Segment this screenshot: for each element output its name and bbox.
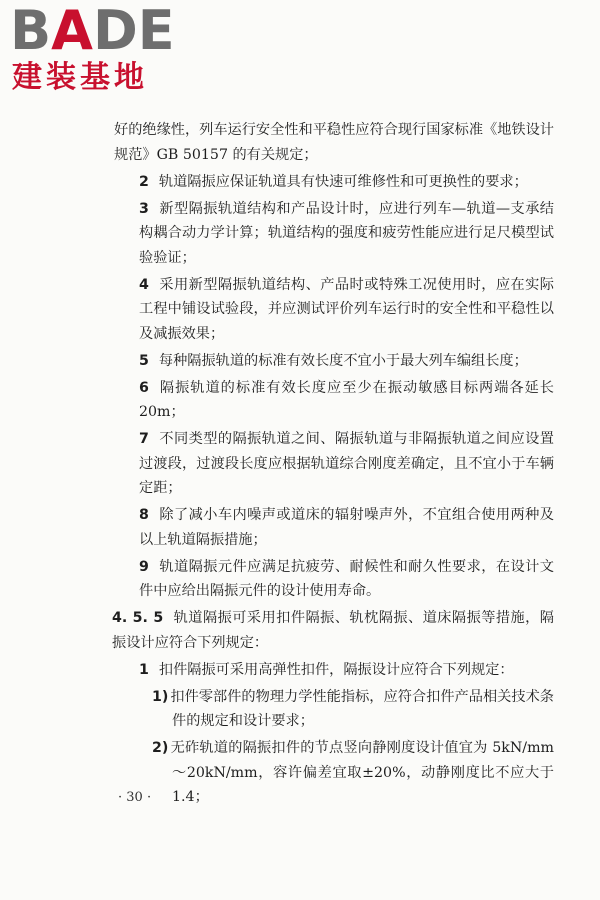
list-item: 9 轨道隔振元件应满足抗疲劳、耐候性和耐久性要求，在设计文件中应给出隔振元件的设计使用寿命。 — [139, 558, 554, 599]
list-item: 6 隔振轨道的标准有效长度应至少在振动敏感目标两端各延长 20m； — [139, 379, 554, 420]
page-number: · 30 · — [118, 790, 152, 805]
logo-subtitle: 建装基地 — [12, 60, 148, 95]
list-item: 5 每种隔振轨道的标准有效长度不宜小于最大列车编组长度； — [139, 352, 528, 369]
list-item: 3 新型隔振轨道结构和产品设计时，应进行列车—轨道—支承结构耦合动力学计算；轨道结构的强度和疲劳性能应进行足尺模型试验验证； — [139, 200, 554, 266]
sub-clause: 1 扣件隔振可采用高弹性扣件，隔振设计应符合下列规定： — [139, 661, 514, 678]
document-body — [114, 118, 554, 812]
list-item: 2 轨道隔振应保证轨道具有快速可维修性和可更换性的要求； — [139, 173, 528, 190]
logo-wordmark: BADE — [10, 0, 175, 62]
list-item: 4 采用新型隔振轨道结构、产品时或特殊工况使用时，应在实际工程中铺设试验段，并应测试评价列车运行时的安全性和平稳性以及减振效果； — [139, 276, 554, 342]
sub-list-item: 2) 无砟轨道的隔振扣件的节点竖向静刚度设计值宜为 5kN/mm～20kN/mm，容许偏差宜取±20%，动静刚度比不应大于 1.4； — [152, 740, 554, 805]
sub-list-item: 1) 扣件零部件的物理力学性能指标，应符合扣件产品相关技术条件的规定和设计要求； — [152, 688, 554, 729]
bade-logo — [8, 0, 178, 96]
list-item: 7 不同类型的隔振轨道之间、隔振轨道与非隔振轨道之间应设置过渡段，过渡段长度应根据轨道综合刚度差确定，且不宜小于车辆定距； — [139, 431, 554, 496]
section-clause: 4. 5. 5 轨道隔振可采用扣件隔振、轨枕隔振、道床隔振等措施，隔振设计应符合下列规定： — [112, 610, 554, 651]
list-item: 8 除了减小车内噪声或道床的辐射噪声外，不宜组合使用两种及以上轨道隔振措施； — [139, 507, 554, 548]
continued-paragraph: 好的绝缘性，列车运行安全性和平稳性应符合现行国家标准《地铁设计规范》GB 50157 的有关规定； — [114, 122, 554, 163]
